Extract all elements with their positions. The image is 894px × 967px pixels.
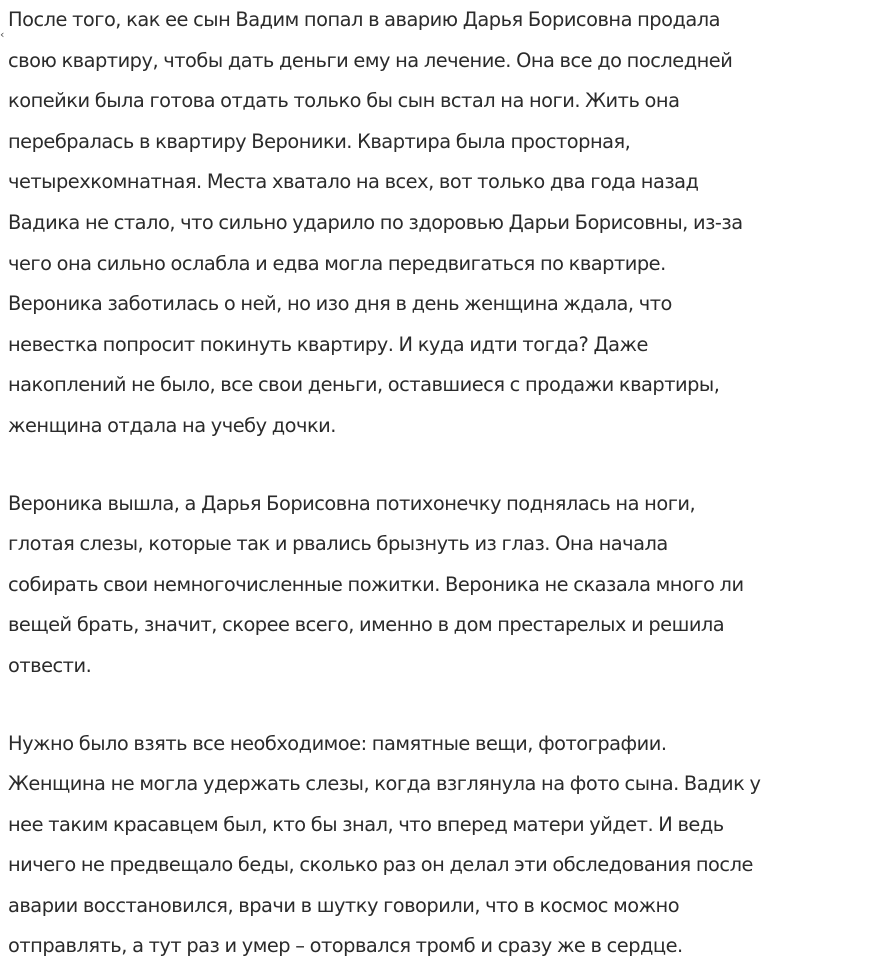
paragraph-1 [8, 0, 884, 447]
text-line: чего она сильно ослабла и едва могла передвигаться по квартире. [8, 244, 884, 285]
text-line: копейки была готова отдать только бы сын встал на ноги. Жить она [8, 81, 884, 122]
article-text [8, 0, 884, 967]
text-line: ничего не предвещало беды, сколько раз он делал эти обследования после [8, 845, 884, 886]
paragraph-gap [8, 687, 884, 724]
text-line: Вадика не стало, что сильно ударило по здоровью Дарьи Борисовны, из-за [8, 203, 884, 244]
text-line: невестка попросит покинуть квартиру. И куда идти тогда? Даже [8, 325, 884, 366]
text-line: Женщина не могла удержать слезы, когда взглянула на фото сына. Вадик у [8, 764, 884, 805]
paragraph-3 [8, 724, 884, 967]
text-line: накоплений не было, все свои деньги, оставшиеся с продажи квартиры, [8, 365, 884, 406]
text-line: четырехкомнатная. Места хватало на всех, вот только два года назад [8, 162, 884, 203]
text-cursor-icon: ‹ [0, 28, 4, 41]
text-line: После того, как ее сын Вадим попал в аварию Дарья Борисовна продала [8, 0, 884, 41]
text-line: свою квартиру, чтобы дать деньги ему на лечение. Она все до последней [8, 41, 884, 82]
text-line: Вероника вышла, а Дарья Борисовна потихонечку поднялась на ноги, [8, 484, 884, 525]
paragraph-gap [8, 447, 884, 484]
text-line: отвести. [8, 646, 884, 687]
paragraph-2 [8, 484, 884, 687]
text-line: аварии восстановился, врачи в шутку говорили, что в космос можно [8, 886, 884, 927]
text-line: собирать свои немногочисленные пожитки. Вероника не сказала много ли [8, 565, 884, 606]
text-line: перебралась в квартиру Вероники. Квартира была просторная, [8, 122, 884, 163]
text-line: Нужно было взять все необходимое: памятные вещи, фотографии. [8, 724, 884, 765]
text-line: глотая слезы, которые так и рвались брызнуть из глаз. Она начала [8, 524, 884, 565]
text-line: отправлять, а тут раз и умер – оторвался тромб и сразу же в сердце. [8, 926, 884, 967]
text-line: вещей брать, значит, скорее всего, именно в дом престарелых и решила [8, 605, 884, 646]
text-line: женщина отдала на учебу дочки. [8, 406, 884, 447]
text-line: нее таким красавцем был, кто бы знал, что вперед матери уйдет. И ведь [8, 805, 884, 846]
text-line: Вероника заботилась о ней, но изо дня в день женщина ждала, что [8, 284, 884, 325]
